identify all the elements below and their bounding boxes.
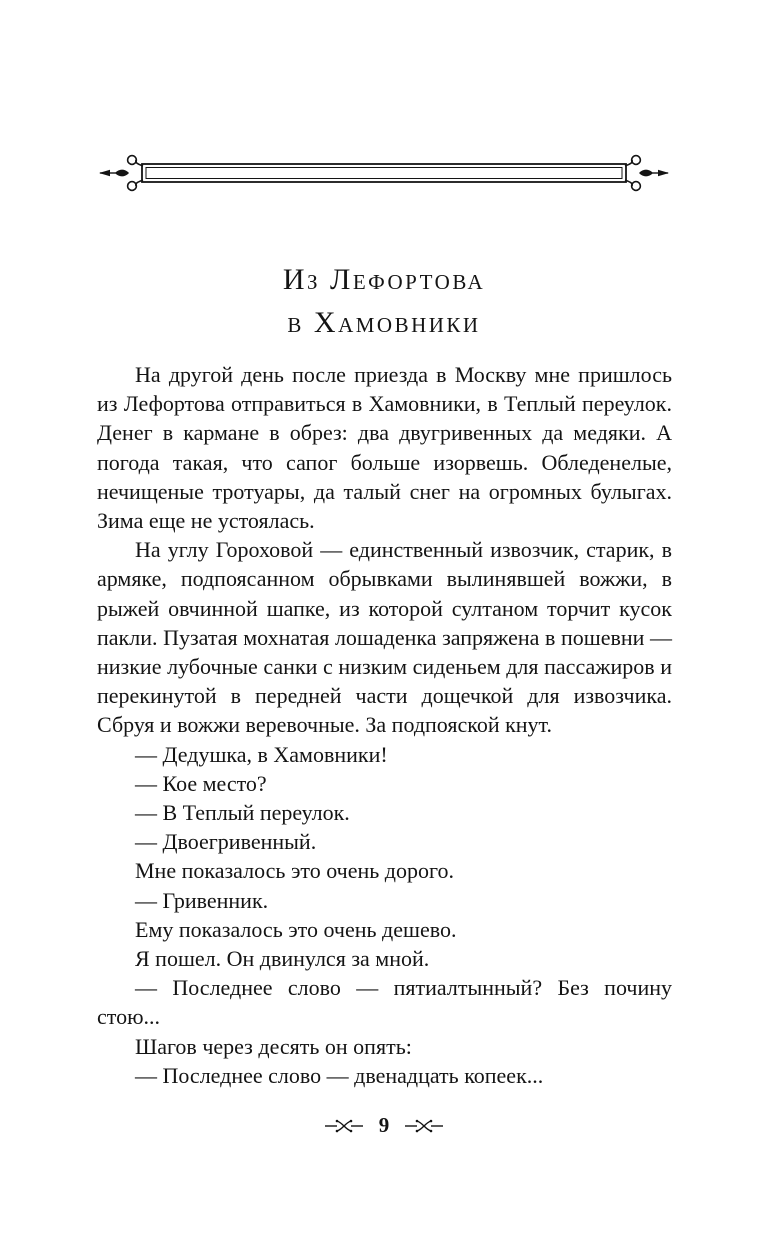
- double-rule-icon: [95, 150, 673, 196]
- footer-flourish-right-icon: [403, 1118, 445, 1134]
- dialogue-line: — В Теплый переулок.: [135, 800, 350, 826]
- dialogue-line: — Последнее слово — пятиалтынный? Без почину стою...: [97, 975, 672, 1030]
- dialogue-line: — Кое место?: [135, 770, 267, 796]
- footer-flourish-left-icon: [323, 1118, 365, 1134]
- body-text: [97, 360, 672, 1090]
- page-number: 9: [378, 1113, 390, 1137]
- chapter-title-line2: в Хамовники: [287, 306, 481, 339]
- dialogue-line: — Последнее слово — двенадцать копеек...: [135, 1062, 544, 1088]
- page-footer: [0, 1113, 768, 1138]
- header-rule-ornament: [95, 150, 673, 196]
- dialogue-line: — Двоегривенный.: [135, 829, 317, 855]
- paragraph: На другой день после приезда в Москву мне пришлось из Лефортова отправиться в Хамовники, в Теплый переулок. Денег в кармане в обрез: два двугривенных да медяки. А погода такая, что сапог больше изорвешь. Обледенелые, нечищеные тротуары, да талый снег на огромных булыгах. Зима еще не устоялась.: [97, 362, 672, 534]
- dialogue-line: — Дедушка, в Хамовники!: [135, 741, 388, 767]
- paragraph: Я пошел. Он двинулся за мной.: [135, 946, 430, 972]
- paragraph: На углу Гороховой — единственный извозчик, старик, в армяке, подпоясанном обрывками вылинявшей вожжи, в рыжей овчинной шапке, из которой султаном торчит кусок пакли. Пузатая мохнатая лошаденка запряжена в пошевни — низкие лубочные санки с низким сиденьем для пассажиров и перекинутой в передней части дощечкой для извозчика. Сбруя и вожжи веревочные. За подпояской кнут.: [97, 537, 672, 738]
- paragraph: Ему показалось это очень дешево.: [135, 916, 457, 942]
- paragraph: Мне показалось это очень дорого.: [135, 858, 454, 884]
- dialogue-line: — Гривенник.: [135, 887, 269, 913]
- paragraph: Шагов через десять он опять:: [135, 1033, 412, 1059]
- chapter-title: [0, 258, 768, 344]
- chapter-title-line1: Из Лефортова: [282, 263, 486, 296]
